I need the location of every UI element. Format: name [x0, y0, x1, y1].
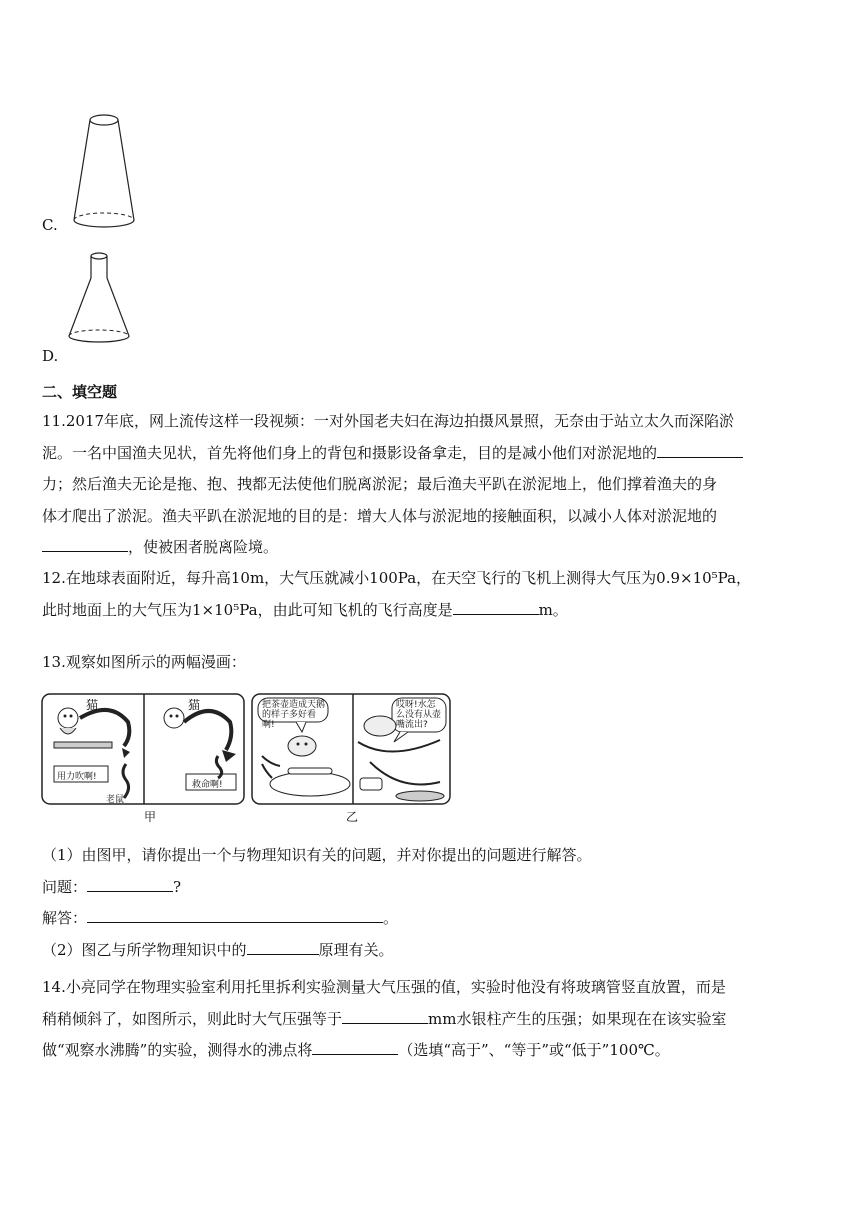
q12-line-2-after: m。: [538, 600, 568, 619]
q12-line-2: [42, 595, 822, 627]
q11-line-1: 11.2017年底，网上流传这样一段视频：一对外国老夫妇在海边拍摄风景照，无奈由于站立太久而深陷淤: [42, 412, 735, 430]
q13-question-blank: [87, 876, 173, 892]
q14-line-3-before: 做“观察水沸腾”的实验，测得水的沸点将: [42, 1041, 313, 1059]
q14-line-1: 14.小亮同学在物理实验室利用托里拆利实验测量大气压强的值，实验时他没有将玻璃管竖直放置，而是: [42, 978, 726, 996]
comic-mouse-label: 老鼠: [106, 795, 125, 805]
q11-line-5-text: ，使被困者脱离险境。: [128, 538, 279, 556]
q14-line-3: [42, 1035, 822, 1067]
section-title: 二、填空题: [42, 383, 118, 401]
q13-sub-2-blank: [247, 939, 319, 955]
q13-sub-2: [42, 935, 822, 967]
question-11: [42, 406, 822, 564]
question-12: [42, 563, 822, 626]
q14-blank-1: [342, 1008, 428, 1024]
question-13-intro: 13.观察如图所示的两幅漫画：: [42, 653, 246, 671]
q13-question-mark: ?: [173, 877, 182, 896]
question-14: [42, 972, 822, 1067]
comic-drawing: [40, 692, 452, 807]
option-c-cone-figure: [68, 108, 140, 232]
q13-answer-label: 解答：: [42, 909, 88, 927]
comic-caption-yi: 乙: [346, 810, 359, 824]
q14-line-3-after: （选填“高于”、“等于”或“低于”100℃。: [398, 1041, 670, 1059]
q13-question-line: [42, 872, 822, 904]
q11-line-3: 力；然后渔夫无论是拖、抱、拽都无法使他们脱离淤泥；最后渔夫平趴在淤泥地上，他们撑着渔夫的身: [42, 475, 718, 493]
q11-line-2-text: 泥。一名中国渔夫见状，首先将他们身上的背包和摄影设备拿走，目的是减小他们对淤泥地的: [42, 443, 658, 462]
comic-illustration: [40, 692, 452, 807]
comic-bubble-4: 哎呀!水怎么没有从壶嘴流出?: [396, 700, 442, 730]
q11-line-2: [42, 438, 822, 470]
q14-line-2-before: 稍稍倾斜了，如图所示，则此时大气压强等于: [42, 1009, 343, 1028]
q13-sub-1: （1）由图甲，请你提出一个与物理知识有关的问题，并对你提出的问题进行解答。: [42, 846, 592, 864]
question-13-body: [42, 840, 822, 966]
q13-answer-blank: [87, 907, 383, 923]
q11-line-4: 体才爬出了淤泥。渔夫平趴在淤泥地的目的是：增大人体与淤泥地的接触面积，以减小人体对淤泥地的: [42, 506, 718, 525]
comic-cat-label-2: 猫: [188, 698, 201, 712]
q14-line-2-after: mm水银柱产生的压强；如果现在在该实验室: [428, 1009, 727, 1028]
q12-line-2-before: 此时地面上的大气压为1×10⁵Pa，由此可知飞机的飞行高度是: [42, 600, 453, 619]
q13-sub-2-before: （2）图乙与所学物理知识中的: [42, 940, 247, 959]
q11-blank-2: [42, 536, 128, 552]
comic-caption-jia: 甲: [144, 810, 157, 824]
q13-answer-line: [42, 903, 822, 935]
q12-line-1: 12.在地球表面附近，每升高10m，大气压就减小100Pa，在天空飞行的飞机上测得大气压为0.9×10⁵Pa，: [42, 569, 752, 587]
q14-line-2: [42, 1004, 822, 1036]
q11-line-5: [42, 532, 822, 564]
q13-sub-2-after: 原理有关。: [318, 940, 394, 959]
q13-question-label: 问题：: [42, 877, 88, 896]
option-d-flask-figure: [64, 248, 134, 348]
q12-blank: [453, 599, 539, 615]
option-c-label: C.: [42, 216, 58, 234]
comic-cat-label-1: 猫: [86, 698, 99, 712]
comic-bubble-1: 用力吹啊!: [57, 772, 97, 782]
option-d-label: D.: [42, 347, 59, 365]
q13-answer-end: 。: [383, 909, 399, 927]
comic-bubble-3: 把茶壶造成天鹅的样子多好看啊!: [262, 700, 326, 730]
q11-blank-1: [657, 442, 743, 458]
q14-blank-2: [312, 1039, 398, 1055]
comic-bubble-2: 救命啊!: [192, 780, 223, 790]
